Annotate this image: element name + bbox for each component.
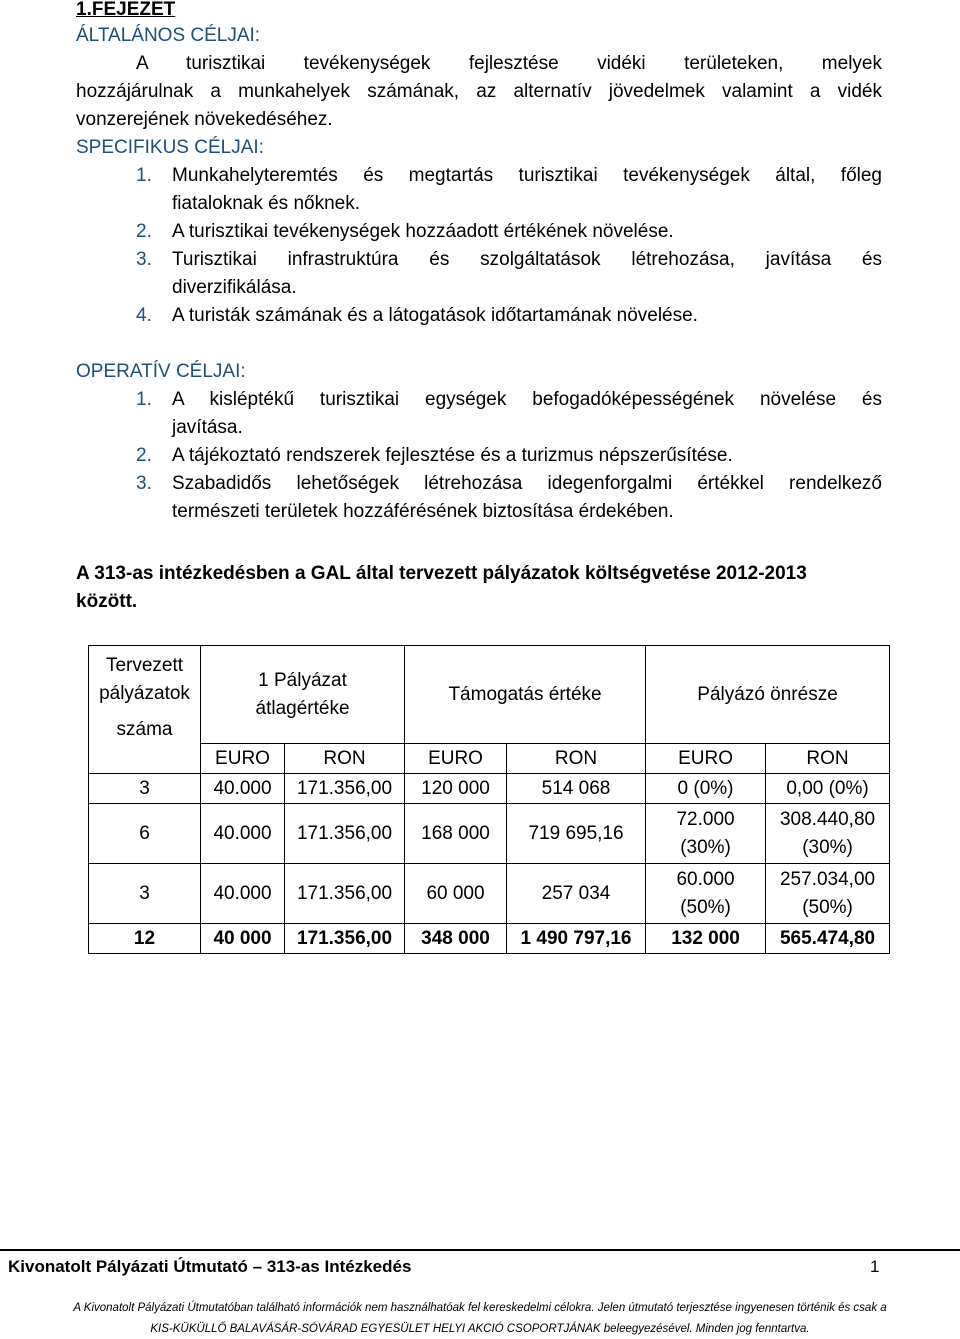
total-cell: 40 000 [201, 924, 285, 954]
header-applications-count: Tervezett pályázatok száma [89, 646, 201, 774]
general-goals-heading: ÁLTALÁNOS CÉLJAI: [76, 25, 261, 46]
operative-goal-text: javítása. [172, 417, 243, 438]
footer-divider [0, 1249, 960, 1251]
budget-title-line-1: A 313-as intézkedésben a GAL által tervezett pályázatok költségvetése 2012-2013 [76, 563, 807, 584]
table-cell: 3 [89, 864, 201, 924]
table-cell: 40.000 [201, 864, 285, 924]
table-cell: 60.000 (50%) [646, 864, 766, 924]
table-cell: 120 000 [405, 774, 507, 804]
table-cell: 257.034,00 (50%) [766, 864, 890, 924]
currency-row [89, 744, 890, 774]
table-cell: 72.000 (30%) [646, 804, 766, 864]
total-cell: 348 000 [405, 924, 507, 954]
operative-goal-text: Szabadidős lehetőségek létrehozása idegenforgalmi értékkel rendelkező [172, 473, 882, 494]
table-row [89, 774, 890, 804]
table-cell: 3 [89, 774, 201, 804]
table-cell: 171.356,00 [285, 774, 405, 804]
operative-goal-number: 2. [136, 445, 152, 466]
header-average-value: 1 Pályázat átlagértéke [201, 646, 405, 744]
table-cell: 6 [89, 804, 201, 864]
footer-title: Kivonatolt Pályázati Útmutató – 313-as Intézkedés [8, 1257, 412, 1276]
header-support-value: Támogatás értéke [405, 646, 646, 744]
table-header-row [89, 646, 890, 744]
table-cell: 257 034 [507, 864, 646, 924]
currency-cell: RON [285, 744, 405, 774]
table-cell: 719 695,16 [507, 804, 646, 864]
footer-disclaimer-line-1: A Kivonatolt Pályázati Útmutatóban található információk nem használhatóak fel kereskedelmi célokra. Jelen útmutató terjesztése ingyenesen történik és csak a [73, 1302, 887, 1314]
total-cell: 1 490 797,16 [507, 924, 646, 954]
total-cell: 12 [89, 924, 201, 954]
table-cell: 40.000 [201, 804, 285, 864]
table-cell: 40.000 [201, 774, 285, 804]
specific-goal-text: Turisztikai infrastruktúra és szolgáltatások létrehozása, javítása és [172, 249, 882, 270]
general-goals-line-3: vonzerejének növekedéséhez. [76, 109, 333, 130]
budget-table [88, 645, 890, 954]
page-number: 1 [870, 1257, 880, 1276]
specific-goal-text: diverzifikálása. [172, 277, 297, 298]
total-cell: 171.356,00 [285, 924, 405, 954]
specific-goal-text: A turisták számának és a látogatások időtartamának növelése. [172, 305, 698, 326]
specific-goal-text: Munkahelyteremtés és megtartás turisztikai tevékenységek által, főleg [172, 165, 882, 186]
table-cell: 514 068 [507, 774, 646, 804]
table-row [89, 804, 890, 864]
specific-goal-number: 3. [136, 249, 152, 270]
total-cell: 565.474,80 [766, 924, 890, 954]
currency-cell: EURO [201, 744, 285, 774]
table-cell: 0 (0%) [646, 774, 766, 804]
table-row [89, 864, 890, 924]
currency-cell: RON [507, 744, 646, 774]
table-cell: 171.356,00 [285, 864, 405, 924]
table-cell: 171.356,00 [285, 804, 405, 864]
general-goals-line-2: hozzájárulnak a munkahelyek számának, az alternatív jövedelmek valamint a vidék [76, 81, 882, 102]
table-cell: 308.440,80 (30%) [766, 804, 890, 864]
specific-goal-number: 2. [136, 221, 152, 242]
operative-goals-heading: OPERATÍV CÉLJAI: [76, 361, 246, 382]
table-cell: 0,00 (0%) [766, 774, 890, 804]
table-total-row [89, 924, 890, 954]
currency-cell: EURO [646, 744, 766, 774]
table-cell: 168 000 [405, 804, 507, 864]
footer-disclaimer-line-2: KIS-KÜKÜLLŐ BALAVÁSÁR-SÓVÁRAD EGYESÜLET HELYI AKCIÓ CSOPORTJÁNAK beleegyezésével. Minden jog fenntartva. [150, 1323, 810, 1335]
currency-cell: EURO [405, 744, 507, 774]
operative-goal-number: 3. [136, 473, 152, 494]
operative-goal-text: természeti területek hozzáférésének biztosítása érdekében. [172, 501, 674, 522]
specific-goal-text: A turisztikai tevékenységek hozzáadott értékének növelése. [172, 221, 674, 242]
specific-goal-text: fiataloknak és nőknek. [172, 193, 361, 214]
budget-title-line-2: között. [76, 591, 138, 612]
total-cell: 132 000 [646, 924, 766, 954]
specific-goal-number: 4. [136, 305, 152, 326]
operative-goal-number: 1. [136, 389, 152, 410]
operative-goal-text: A kisléptékű turisztikai egységek befogadóképességének növelése és [172, 389, 882, 410]
header-own-contribution: Pályázó önrésze [646, 646, 890, 744]
operative-goal-text: A tájékoztató rendszerek fejlesztése és a turizmus népszerűsítése. [172, 445, 733, 466]
general-goals-line-1: A turisztikai tevékenységek fejlesztése vidéki területeken, melyek [136, 53, 882, 74]
specific-goals-heading: SPECIFIKUS CÉLJAI: [76, 137, 264, 158]
table-cell: 60 000 [405, 864, 507, 924]
specific-goal-number: 1. [136, 165, 152, 186]
chapter-title: 1.FEJEZET [76, 0, 176, 20]
currency-cell: RON [766, 744, 890, 774]
